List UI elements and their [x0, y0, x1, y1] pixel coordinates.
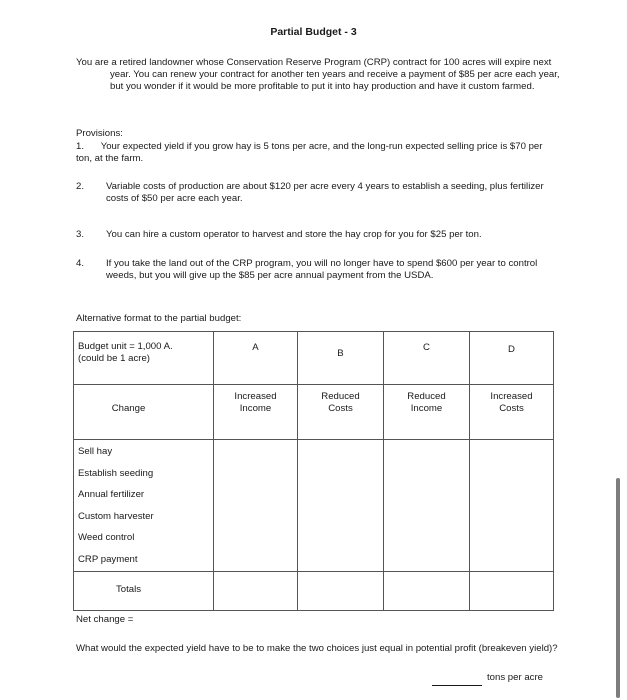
- budget-unit-note: (could be 1 acre): [78, 353, 150, 365]
- provision-number: 1.: [76, 141, 85, 152]
- entry-cell-reduced-income[interactable]: [384, 440, 470, 572]
- table-row-line-items: [74, 440, 554, 572]
- line-item-weed-control: Weed control: [78, 532, 135, 544]
- change-label: Change: [111, 403, 146, 414]
- provision-item-2: [76, 181, 556, 205]
- column-header-increased-income: [214, 385, 298, 440]
- provision-item-1: [76, 141, 556, 165]
- partial-budget-table: [73, 331, 554, 611]
- provision-number: 2.: [76, 181, 85, 192]
- budget-unit: Budget unit = 1,000 A.: [78, 341, 173, 352]
- total-cell-reduced-costs[interactable]: [298, 572, 384, 611]
- provision-number: 3.: [76, 229, 85, 240]
- column-letter-b: B: [298, 332, 384, 385]
- provision-text: Variable costs of production are about $120 per acre every 4 years to establish a seeding, plus fertilizer costs of $50 per acre each year.: [106, 181, 544, 205]
- column-header-line: Income: [239, 403, 272, 415]
- column-header-reduced-income: [384, 385, 470, 440]
- line-item-crp-payment: CRP payment: [78, 553, 138, 565]
- provision-number: 4.: [76, 258, 85, 269]
- alternative-format-label: Alternative format to the partial budget:: [76, 313, 242, 324]
- column-letter-a: A: [214, 332, 298, 385]
- page-title: Partial Budget - 3: [270, 26, 357, 38]
- totals-label: Totals: [115, 584, 142, 595]
- totals-label-cell: [74, 572, 214, 611]
- entry-cell-increased-income[interactable]: [214, 440, 298, 572]
- line-item-sell-hay: Sell hay: [78, 446, 113, 457]
- provisions-heading: Provisions:: [76, 128, 123, 139]
- column-header-line: Costs: [328, 403, 353, 415]
- column-header-line: Reduced: [321, 391, 360, 402]
- line-item-establish-seeding: Establish seeding: [78, 467, 154, 479]
- table-header-row: [74, 332, 554, 385]
- column-header-line: Costs: [499, 403, 524, 415]
- column-header-line: Increased: [234, 391, 277, 402]
- entry-cell-reduced-costs[interactable]: [298, 440, 384, 572]
- answer-units: tons per acre: [487, 672, 543, 683]
- provision-text: If you take the land out of the CRP program, you will no longer have to spend $600 per year to control weeds, but you will give up the $85 per acre annual payment from the USDA.: [106, 258, 538, 282]
- net-change-label: Net change =: [76, 614, 134, 625]
- column-header-increased-costs: [470, 385, 554, 440]
- line-item-custom-harvester: Custom harvester: [78, 510, 154, 522]
- line-item-annual-fertilizer: Annual fertilizer: [78, 489, 145, 501]
- breakeven-question: What would the expected yield have to be to make the two choices just equal in potential profit (breakeven yield)?: [76, 643, 558, 654]
- intro-paragraph: You are a retired landowner whose Conservation Reserve Program (CRP) contract for 100 acres will expire next year. You can renew your contract for another ten years and receive a payment of $85 per acre each year, but you wonder if it would be more profitable to put it into hay production and have it custom farmed.: [76, 57, 560, 93]
- column-header-line: Income: [410, 403, 443, 415]
- column-letter-c: C: [384, 332, 470, 385]
- column-letter-d: D: [470, 332, 554, 385]
- provision-text: Your expected yield if you grow hay is 5 tons per acre, and the long-run expected selling price is $70 per ton, at the farm.: [76, 141, 543, 165]
- provision-item-3: [76, 229, 556, 241]
- column-header-line: Reduced: [407, 391, 446, 402]
- column-header-line: Increased: [490, 391, 533, 402]
- line-items-cell: [74, 440, 214, 572]
- provision-text: You can hire a custom operator to harvest and store the hay crop for you for $25 per ton.: [106, 229, 482, 240]
- column-header-reduced-costs: [298, 385, 384, 440]
- change-label-cell: [74, 385, 214, 440]
- answer-blank[interactable]: [432, 685, 482, 686]
- total-cell-reduced-income[interactable]: [384, 572, 470, 611]
- scrollbar[interactable]: [616, 478, 620, 698]
- entry-cell-increased-costs[interactable]: [470, 440, 554, 572]
- total-cell-increased-costs[interactable]: [470, 572, 554, 611]
- table-row-change: [74, 385, 554, 440]
- provision-item-4: [76, 258, 556, 282]
- budget-unit-cell: [74, 332, 214, 385]
- table-row-totals: [74, 572, 554, 611]
- total-cell-increased-income[interactable]: [214, 572, 298, 611]
